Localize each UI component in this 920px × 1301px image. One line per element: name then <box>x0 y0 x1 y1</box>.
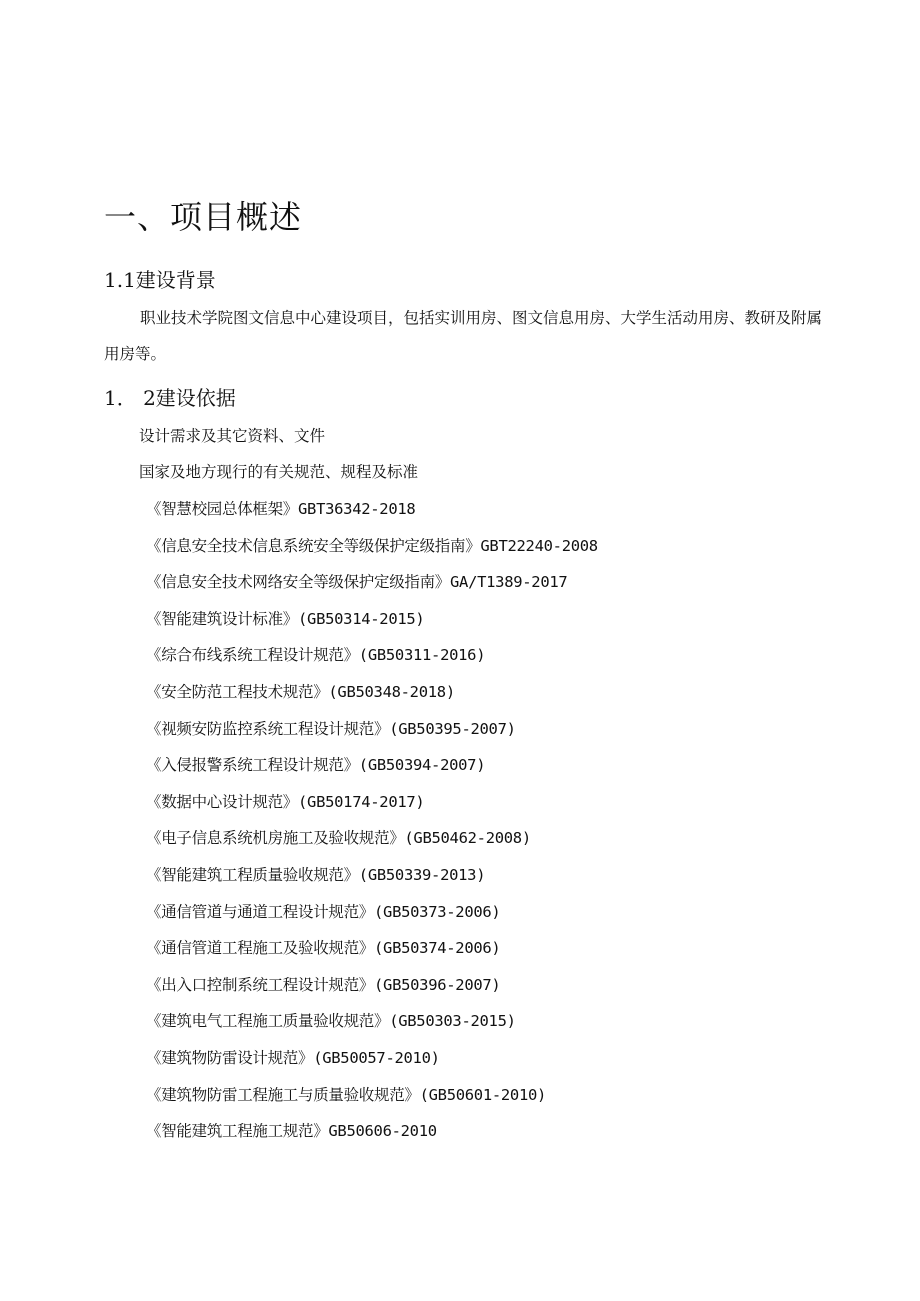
standard-item: 《智能建筑设计标准》(GB50314-2015) <box>146 609 425 628</box>
standard-item: 《数据中心设计规范》(GB50174-2017) <box>146 792 425 811</box>
standard-item: 《入侵报警系统工程设计规范》(GB50394-2007) <box>146 756 486 775</box>
standard-item: 《信息安全技术网络安全等级保护定级指南》GA/T1389-2017 <box>146 573 568 592</box>
standard-item: 《建筑物防雷设计规范》(GB50057-2010) <box>146 1048 440 1067</box>
standard-item: 《智慧校园总体框架》GBT36342-2018 <box>146 500 416 518</box>
standard-item: 《智能建筑工程质量验收规范》(GB50339-2013) <box>146 865 486 884</box>
standard-item: 《建筑电气工程施工质量验收规范》(GB50303-2015) <box>146 1012 516 1031</box>
standard-item: 《建筑物防雷工程施工与质量验收规范》(GB50601-2010) <box>146 1085 547 1104</box>
standard-item: 《信息安全技术信息系统安全等级保护定级指南》GBT22240-2008 <box>146 536 598 555</box>
standard-item: 《通信管道与通道工程设计规范》(GB50373-2006) <box>146 902 501 921</box>
basis-item: 国家及地方现行的有关规范、规程及标准 <box>139 463 419 481</box>
standard-item: 《综合布线系统工程设计规范》(GB50311-2016) <box>146 646 486 665</box>
background-heading: 1.1建设背景 <box>104 268 216 292</box>
section-title: 一、项目概述 <box>104 198 303 236</box>
standard-item: 《安全防范工程技术规范》(GB50348-2018) <box>146 682 455 701</box>
standard-item: 《出入口控制系统工程设计规范》(GB50396-2007) <box>146 975 501 994</box>
background-paragraph: 职业技术学院图文信息中心建设项目，包括实训用房、图文信息用房、大学生活动用房、教研及附属用房等。 <box>104 309 823 363</box>
standards-list <box>146 497 598 1156</box>
standard-item: 《智能建筑工程施工规范》GB50606-2010 <box>146 1122 437 1141</box>
basis-item: 设计需求及其它资料、文件 <box>139 427 326 445</box>
basis-heading: 1． 2建设依据 <box>104 386 236 410</box>
standard-item: 《视频安防监控系统工程设计规范》(GB50395-2007) <box>146 719 516 738</box>
standard-item: 《电子信息系统机房施工及验收规范》(GB50462-2008) <box>146 829 531 848</box>
standard-item: 《通信管道工程施工及验收规范》(GB50374-2006) <box>146 939 501 958</box>
